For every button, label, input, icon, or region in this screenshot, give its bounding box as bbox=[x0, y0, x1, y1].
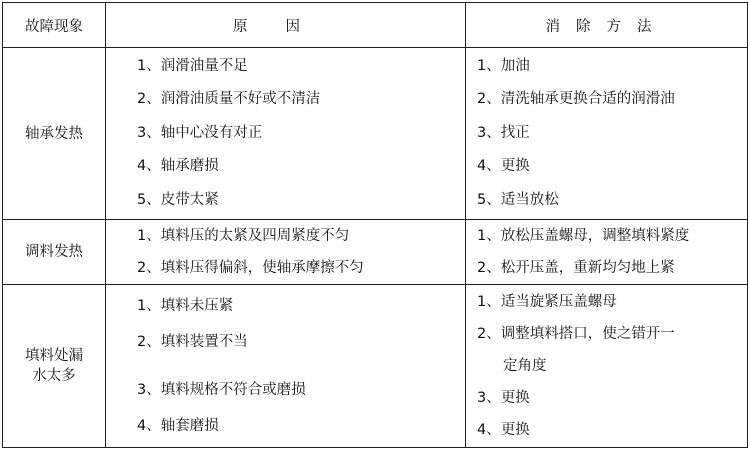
list-item: 4、更换 bbox=[477, 422, 530, 438]
list-item: 4、轴套磨损 bbox=[137, 418, 219, 434]
cause-list bbox=[106, 288, 465, 444]
remedy-list bbox=[466, 50, 747, 218]
phenomenon-line: 水太多 bbox=[32, 368, 76, 384]
cause-cell bbox=[106, 220, 466, 285]
list-item: 1、填料压的太紧及四周紧度不匀 bbox=[137, 228, 350, 244]
list-item: 2、润滑油质量不好或不清洁 bbox=[137, 91, 321, 108]
list-item: 3、填料规格不符合或磨损 bbox=[137, 382, 306, 398]
header-phenomenon: 故障现象 bbox=[3, 3, 106, 48]
list-item: 2、填料装置不当 bbox=[137, 334, 248, 350]
remedy-cell bbox=[466, 220, 748, 285]
list-item: 1、加油 bbox=[477, 57, 530, 74]
table-row bbox=[3, 285, 748, 448]
phenomenon-cell bbox=[3, 285, 106, 448]
list-item: 3、找正 bbox=[477, 124, 530, 141]
phenomenon-cell: 轴承发热 bbox=[3, 48, 106, 220]
list-item: 5、皮带太紧 bbox=[137, 191, 219, 208]
cause-cell bbox=[106, 285, 466, 448]
cause-cell bbox=[106, 48, 466, 220]
list-item: 1、填料未压紧 bbox=[137, 298, 234, 314]
remedy-cell bbox=[466, 285, 748, 448]
list-item-continuation: 定角度 bbox=[503, 358, 547, 374]
fault-table bbox=[2, 2, 748, 448]
header-row bbox=[3, 3, 748, 48]
remedy-cell bbox=[466, 48, 748, 220]
table-row bbox=[3, 48, 748, 220]
list-item: 4、更换 bbox=[477, 158, 530, 175]
list-item: 2、松开压盖，重新均匀地上紧 bbox=[477, 260, 675, 276]
list-item: 1、放松压盖螺母，调整填料紧度 bbox=[477, 228, 690, 244]
list-item: 2、清洗轴承更换合适的润滑油 bbox=[477, 91, 675, 108]
list-item: 3、轴中心没有对正 bbox=[137, 124, 263, 141]
cause-list bbox=[106, 220, 465, 284]
list-item: 2、调整填料搭口，使之错开一 bbox=[477, 326, 675, 342]
list-item: 3、更换 bbox=[477, 390, 530, 406]
table-row bbox=[3, 220, 748, 285]
remedy-list bbox=[466, 220, 747, 284]
remedy-list bbox=[466, 286, 747, 446]
list-item: 4、轴承磨损 bbox=[137, 158, 219, 175]
list-item: 1、润滑油量不足 bbox=[137, 57, 248, 74]
cause-list bbox=[106, 50, 465, 218]
phenomenon-cell: 调料发热 bbox=[3, 220, 106, 285]
list-item: 5、适当放松 bbox=[477, 191, 559, 208]
header-cause: 原因 bbox=[106, 3, 466, 48]
header-remedy: 消除方法 bbox=[466, 3, 748, 48]
list-item: 1、适当旋紧压盖螺母 bbox=[477, 294, 617, 310]
phenomenon-line: 填料处漏 bbox=[25, 348, 83, 364]
list-item: 2、填料压得偏斜，使轴承摩擦不匀 bbox=[137, 260, 364, 276]
